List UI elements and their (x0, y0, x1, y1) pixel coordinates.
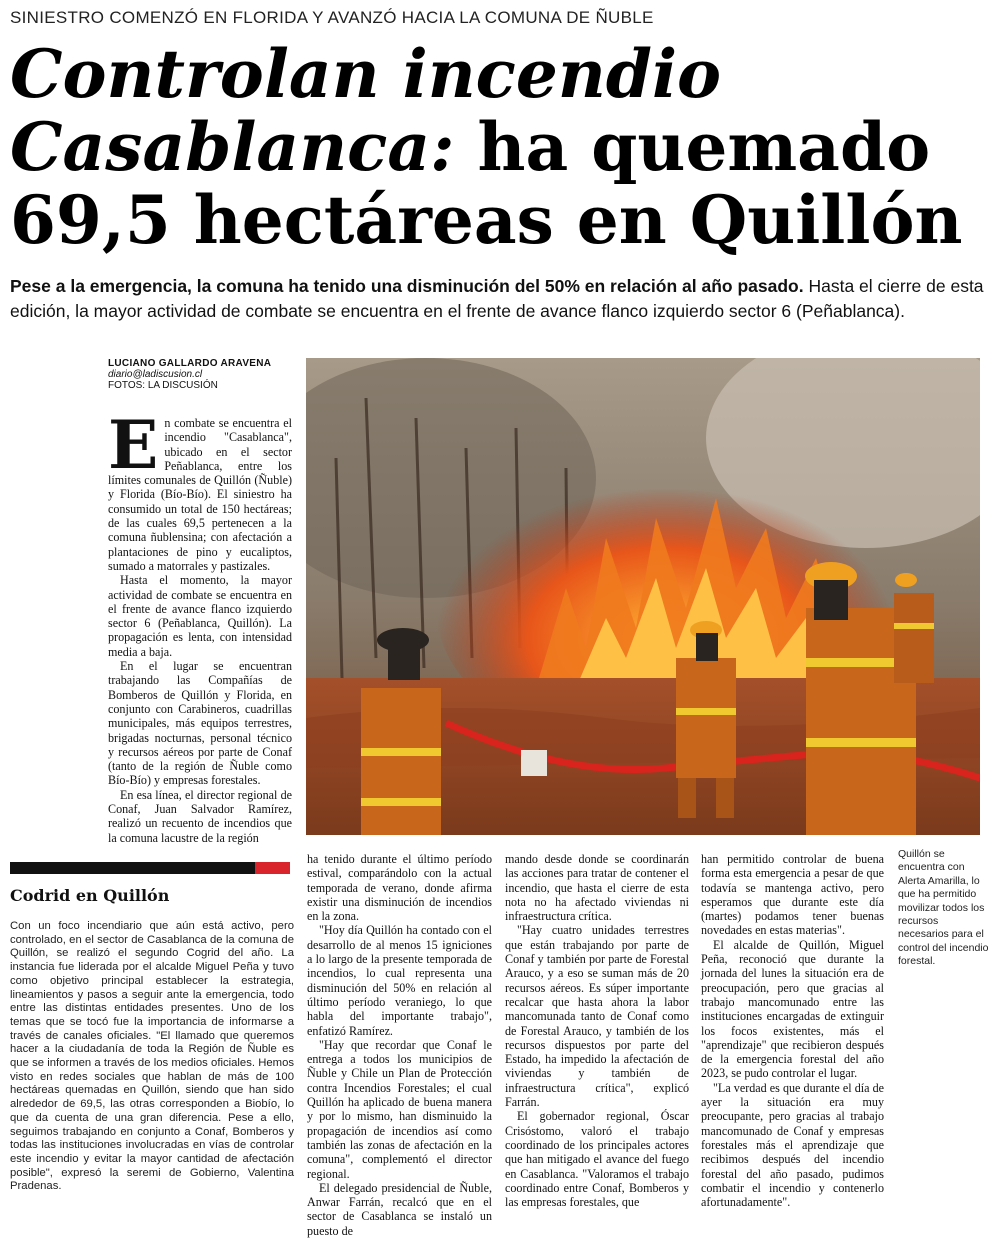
fire-photo (306, 358, 980, 835)
paragraph: "Hay que recordar que Conaf le entrega a todos los municipios de Ñuble y Chile un Plan de Protección contra Incendios Forestales; el cual Quillón ha aplicado de buena manera y por lo mismo, han disminuido la propagación de incendios así como también las zonas de afectación en la comuna", complementó el director regional. (307, 1037, 492, 1181)
paragraph: "Hay cuatro unidades terrestres que están trabajando por parte de Conaf y también por parte de Forestal Arauco, y a eso se suman más de 20 recursos aéreos. Es súper importante recalcar que hasta ahora la labor mancomunada tanto de Conaf como de Forestal Arauco, y también de los recursos dispuestos por parte del Estado, ha impedido la afectación de viviendas y también de infraestructura crítica", explicó Farrán. (505, 923, 689, 1110)
paragraph: En esa línea, el director regional de Conaf, Juan Salvador Ramírez, realizó un recuento de incendios que la comuna lacustre de la región (108, 787, 292, 845)
box-rule-red (255, 862, 290, 874)
article-column-2 (307, 852, 492, 1238)
photo-caption: Quillón se encuentra con Alerta Amarilla, lo que ha permitido movilizar todos los recursos necesarios para el control del incendio forestal. (898, 848, 989, 968)
lead-paragraph (10, 274, 985, 324)
paragraph: Hasta el momento, la mayor actividad de combate se encuentra en el frente de avance flanco izquierdo sector 6 (Peñablanca, Quillón). La propagación es lenta, con intensidad media a baja. (108, 573, 292, 659)
paragraph: El delegado presidencial de Ñuble, Anwar Farrán, recalcó que en el sector de Casablanca se instaló un puesto de (307, 1180, 492, 1238)
lead-bold: Pese a la emergencia, la comuna ha tenido una disminución del 50% en relación al año pasado. (10, 276, 804, 296)
headline-regular: ha quemado 69,5 hectáreas en Quillón (10, 108, 963, 259)
lead-regular: Hasta el cierre de esta edición, la mayor actividad de combate se encuentra en el frente de avance flanco izquierdo sector 6 (Peñablanca). (10, 276, 984, 321)
paragraph: ha tenido durante el último período estival, comparándolo con la actual temporada de verano, donde afirma existir una disminución de incendios en la zona. (307, 852, 492, 924)
byline-photos: FOTOS: LA DISCUSIÓN (108, 380, 218, 391)
article-column-4 (701, 852, 884, 1209)
byline-author: LUCIANO GALLARDO ARAVENA (108, 358, 272, 369)
paragraph: "Hoy día Quillón ha contado con el desarrollo de al menos 15 igniciones a lo largo de la presente temporada de incendios, lo cual representa una disminución del 50% en relación al último período veraniego, lo que habla del importante trabajo", enfatizó Ramírez. (307, 923, 492, 1038)
box-text: Con un foco incendiario que aún está activo, pero controlado, en el sector de Casablanca de la comuna de Quillón, se realizó el segundo Cogrid del año. La instancia fue liderada por el alcalde Miguel Peña y tuvo como objetivo principal establecer la estrategia, lineamientos y pasos a seguir ante la emergencia, todo entre las distintas entidades presentes. Uno de los temas que se tocó fue la importancia de informarse a través de canales oficiales. "El llamado que queremos hacer a la ciudadanía de toda la Región de Ñuble es que se informen a través de los medios oficiales. Hemos visto en redes sociales que hablan de más de 100 hectáreas quemadas en Quillón, siendo que han sido alrededor de 69,5, las otras corresponden a Biobío, lo que da cuenta de una gran diferencia. Pese a ello, seguimos trabajando en conjunto a Conaf, Bomberos y todas las instituciones involucradas en vías de controlar este incendio y evitar la mayor cantidad de afectación posible", expresó la seremi de Gobierno, Valentina Pradenas. (10, 920, 294, 1193)
paragraph: El alcalde de Quillón, Miguel Peña, reconoció que durante la jornada del lunes la situación era de preocupación, pero que gracias al trabajo mancomunado entre las instituciones encargadas de extinguir los focos existentes, más el "aprendizaje" que recibieron después de la emergencia forestal del año 2023, se pudo controlar el lugar. (701, 937, 884, 1081)
box-title: Codrid en Quillón (10, 886, 170, 905)
article-column-1 (108, 406, 292, 845)
box-rule-black (10, 862, 255, 874)
paragraph: El gobernador regional, Óscar Crisóstomo, valoró el trabajo coordinado de los principales actores que han mitigado el avance del fuego en Casablanca. "Valoramos el trabajo coordinado entre Conaf, Bomberos y las empresas forestales, que (505, 1109, 689, 1210)
headline (10, 35, 990, 259)
article-column-3 (505, 852, 689, 1209)
paragraph: han permitido controlar de buena forma esta emergencia a pesar de que todavía se mantenga activo, pero esperamos que durante este día (martes) podamos tener buenas novedades en estas materias". (701, 852, 884, 938)
paragraph: mando desde donde se coordinarán las acciones para tratar de contener el incendio, que hasta el cierre de esta nota no ha afectado viviendas ni infraestructura crítica. (505, 852, 689, 924)
firefighters-photo-illustration (306, 358, 980, 835)
drop-cap: E (108, 406, 159, 484)
byline-email[interactable]: diario@ladiscusion.cl (108, 369, 203, 380)
paragraph: En el lugar se encuentran trabajando las Compañías de Bomberos de Quillón y Florida, en conjunto con Carabineros, cuadrillas municipales, más equipos terrestres, brigadas nocturnas, personal técnico y recursos aéreos por parte de Conaf (tanto de la región de Ñuble como Bío-Bío) y empresas forestales. (108, 659, 292, 788)
paragraph: En combate se encuentra el incendio "Casablanca", ubicado en el sector Peñablanca, entre los límites comunales de Quillón (Ñuble) y Florida (Bío-Bío). El siniestro ha consumido un total de 150 hectáreas; de las cuales 69,5 pertenecen a la comuna ñublensina; con afectación a plantaciones de pino y eucaliptos, sumado a matorrales y pastizales. (108, 406, 292, 573)
headline-italic: Controlan incendio Casablanca: (10, 35, 722, 186)
kicker: SINIESTRO COMENZÓ EN FLORIDA Y AVANZÓ HACIA LA COMUNA DE ÑUBLE (10, 8, 654, 27)
paragraph: "La verdad es que durante el día de ayer la situación era muy preocupante, pero gracias al trabajo mancomunado de Conaf y empresas forestales más el aprendizaje que recibimos después del incendio forestal del año pasado, pudimos combatir el incendio y contenerlo afortunadamente". (701, 1080, 884, 1210)
byline (108, 358, 271, 391)
